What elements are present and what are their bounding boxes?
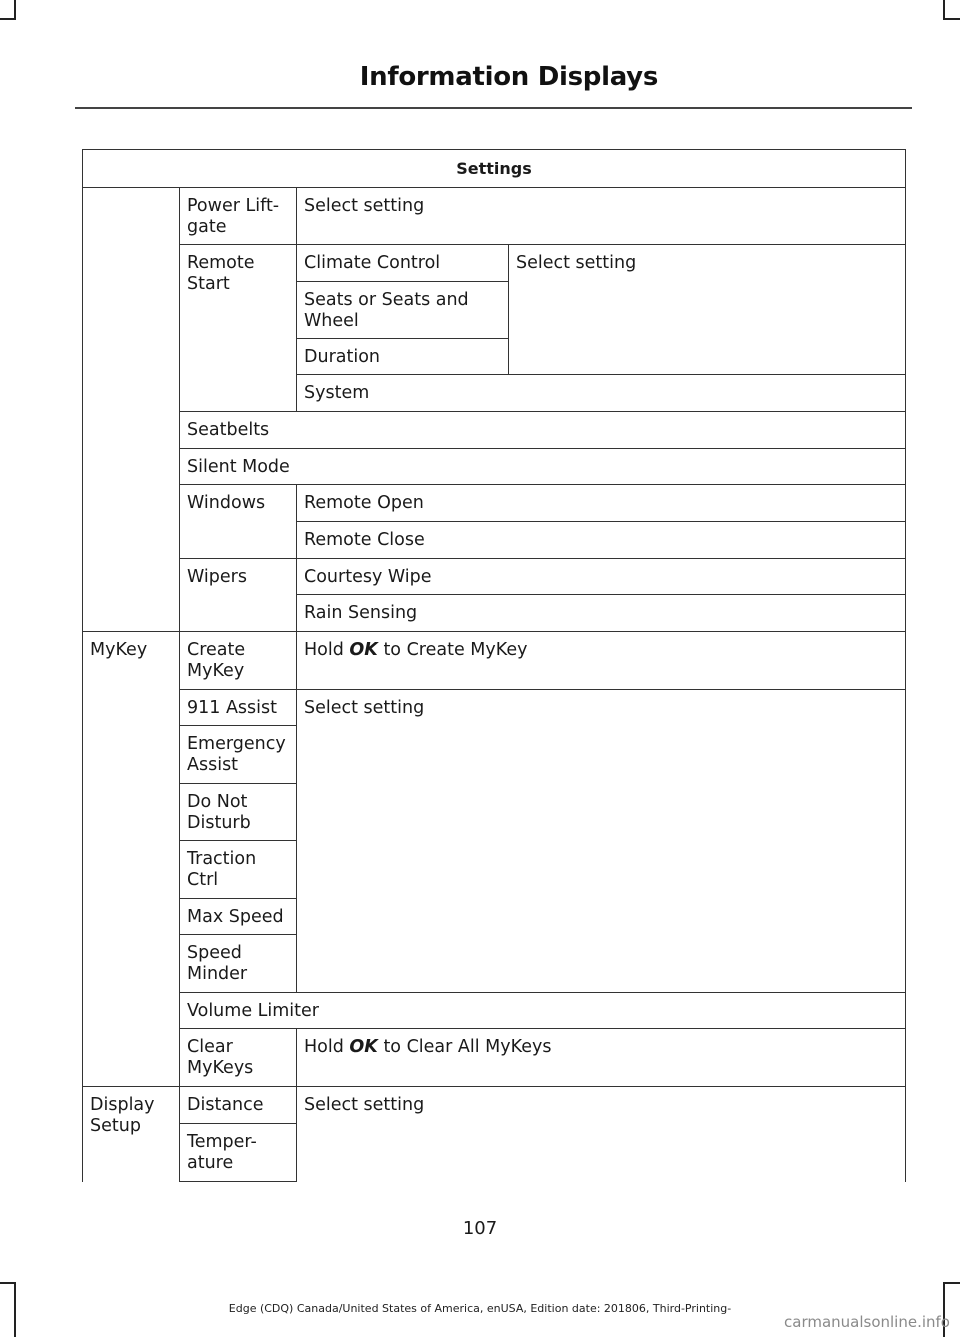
table-cell: Windows	[180, 485, 297, 559]
crop-mark	[0, 18, 16, 20]
table-cell: Seats or Seats and Wheel	[297, 282, 509, 339]
crop-mark	[944, 18, 960, 20]
table-cell: 911 Assist	[180, 690, 297, 726]
ok-key-label: OK	[349, 1037, 378, 1057]
table-cell: Power Lift-gate	[180, 188, 297, 245]
page-title: Information Displays	[359, 62, 658, 92]
footer-text: Edge (CDQ) Canada/United States of America, enUSA, Edition date: 201806, Third-Printing-	[228, 1302, 732, 1315]
table-cell: Emergency Assist	[180, 726, 297, 784]
table-cell: Volume Limiter	[180, 993, 906, 1029]
table-cell: Rain Sensing	[297, 595, 906, 632]
table-cell: Select setting	[297, 1087, 906, 1182]
ok-key-label: OK	[349, 640, 378, 660]
table-cell: Climate Control	[297, 245, 509, 282]
table-cell: Speed Minder	[180, 935, 297, 993]
table-cell: Select setting	[297, 690, 906, 993]
table-cell: Duration	[297, 339, 509, 375]
crop-mark	[944, 1282, 960, 1284]
table-cell	[297, 632, 906, 690]
table-cell: Courtesy Wipe	[297, 559, 906, 595]
table-cell: Remote Close	[297, 522, 906, 559]
hold-text: Hold	[304, 1037, 344, 1057]
table-cell: Display Setup	[83, 1087, 180, 1182]
header-rule	[75, 107, 912, 109]
table-cell	[297, 1029, 906, 1087]
table-cell: System	[297, 375, 906, 412]
table-cell: Remote Open	[297, 485, 906, 522]
table-cell: MyKey	[83, 632, 180, 1087]
table-title: Settings	[83, 150, 906, 188]
table-cell: Remote Start	[180, 245, 297, 412]
table-cell: Silent Mode	[180, 449, 906, 485]
table-cell: Create MyKey	[180, 632, 297, 690]
page-number: 107	[462, 1218, 498, 1239]
create-text: to Create MyKey	[383, 640, 528, 660]
hold-text: Hold	[304, 640, 344, 660]
crop-mark	[0, 1282, 16, 1284]
table-cell: Max Speed	[180, 899, 297, 935]
table-cell: Wipers	[180, 559, 297, 632]
table-cell: Clear MyKeys	[180, 1029, 297, 1087]
table-cell: Distance	[180, 1087, 297, 1124]
crop-mark	[14, 0, 16, 20]
settings-table	[82, 149, 906, 1182]
table-cell: Do Not Disturb	[180, 784, 297, 841]
table-cell-empty	[83, 188, 180, 632]
watermark: carmanualsonline.info	[784, 1313, 950, 1331]
table-cell: Temper-ature	[180, 1124, 297, 1182]
table-cell: Seatbelts	[180, 412, 906, 449]
table-cell: Select setting	[509, 245, 906, 375]
table-cell: Traction Ctrl	[180, 841, 297, 899]
crop-mark	[943, 0, 945, 20]
table-cell: Select setting	[297, 188, 906, 245]
clear-text: to Clear All MyKeys	[383, 1037, 552, 1057]
